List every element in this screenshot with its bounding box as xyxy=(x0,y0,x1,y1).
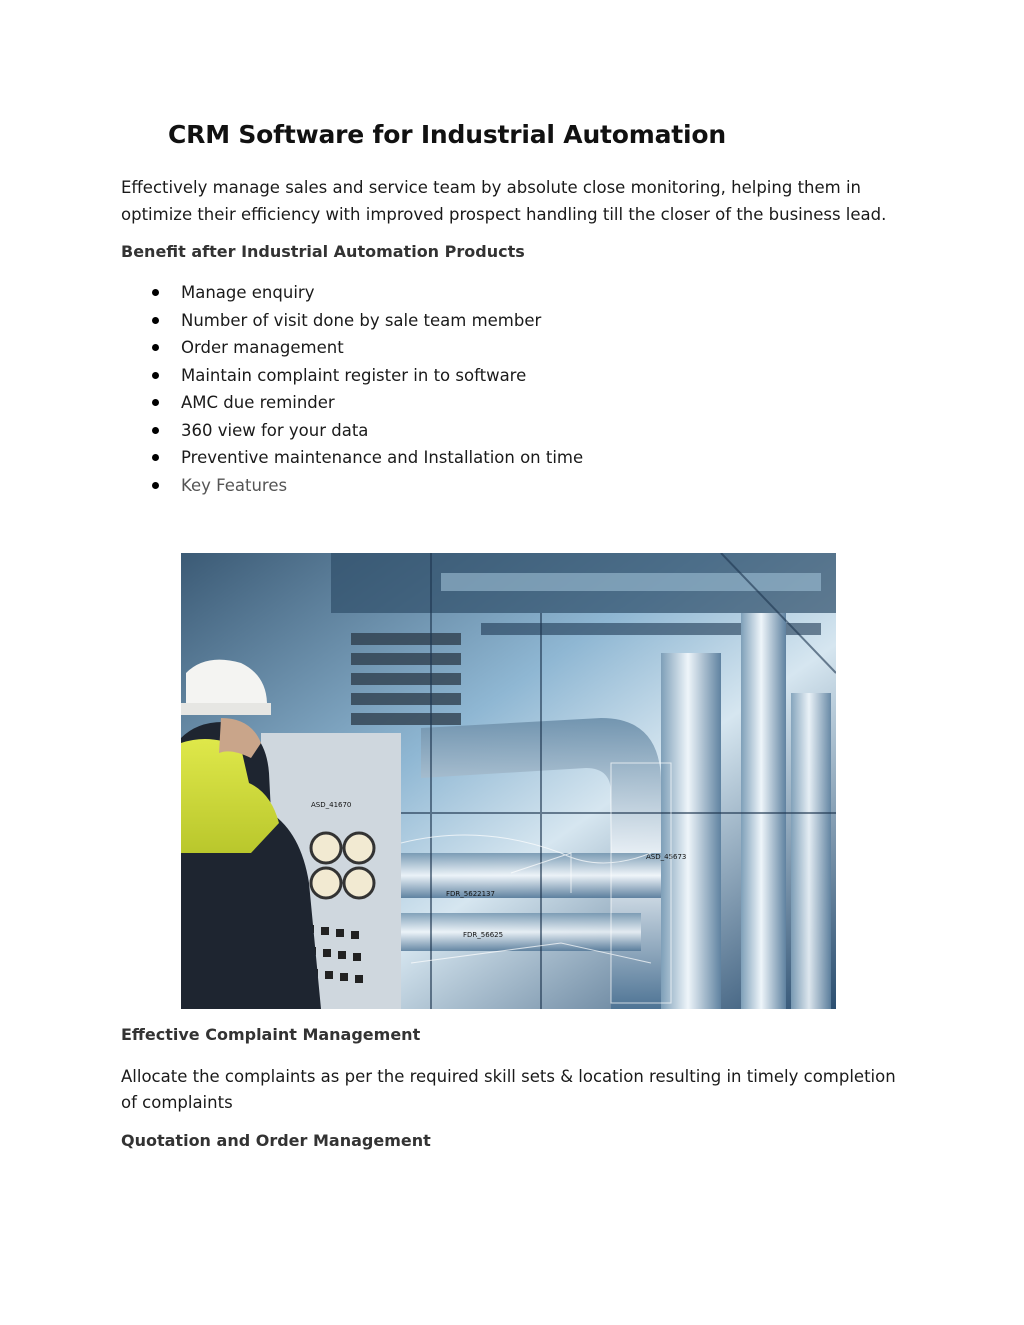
bullet-icon xyxy=(152,482,159,489)
bullet-icon xyxy=(152,427,159,434)
list-item: Order management xyxy=(121,336,583,364)
page-title: CRM Software for Industrial Automation xyxy=(168,120,726,149)
list-item: Preventive maintenance and Installation on time xyxy=(121,446,583,474)
bullet-icon xyxy=(152,372,159,379)
bullet-icon xyxy=(152,344,159,351)
diagram-label: ASD_41670 xyxy=(311,801,352,809)
industrial-plant-photo xyxy=(181,553,836,1009)
benefit-heading: Benefit after Industrial Automation Products xyxy=(121,242,525,261)
list-item: Maintain complaint register in to software xyxy=(121,364,583,392)
bullet-icon xyxy=(152,289,159,296)
benefit-list xyxy=(121,281,583,501)
list-item: Manage enquiry xyxy=(121,281,583,309)
list-item: 360 view for your data xyxy=(121,419,583,447)
quotation-heading: Quotation and Order Management xyxy=(121,1131,431,1150)
complaint-paragraph: Allocate the complaints as per the required skill sets & location resulting in timely completion of complaints xyxy=(121,1067,896,1112)
list-item: AMC due reminder xyxy=(121,391,583,419)
diagram-label: FDR_5622137 xyxy=(446,890,495,898)
bullet-icon xyxy=(152,399,159,406)
complaint-heading: Effective Complaint Management xyxy=(121,1025,421,1044)
list-item: Number of visit done by sale team member xyxy=(121,309,583,337)
bullet-icon xyxy=(152,454,159,461)
intro-paragraph: Effectively manage sales and service team by absolute close monitoring, helping them in optimize their efficiency with improved prospect handling till the closer of the business lead. xyxy=(121,178,887,224)
list-item: Key Features xyxy=(121,474,583,502)
diagram-label: FDR_56625 xyxy=(463,931,504,939)
bullet-icon xyxy=(152,317,159,324)
diagram-label: ASD_45673 xyxy=(646,853,687,861)
